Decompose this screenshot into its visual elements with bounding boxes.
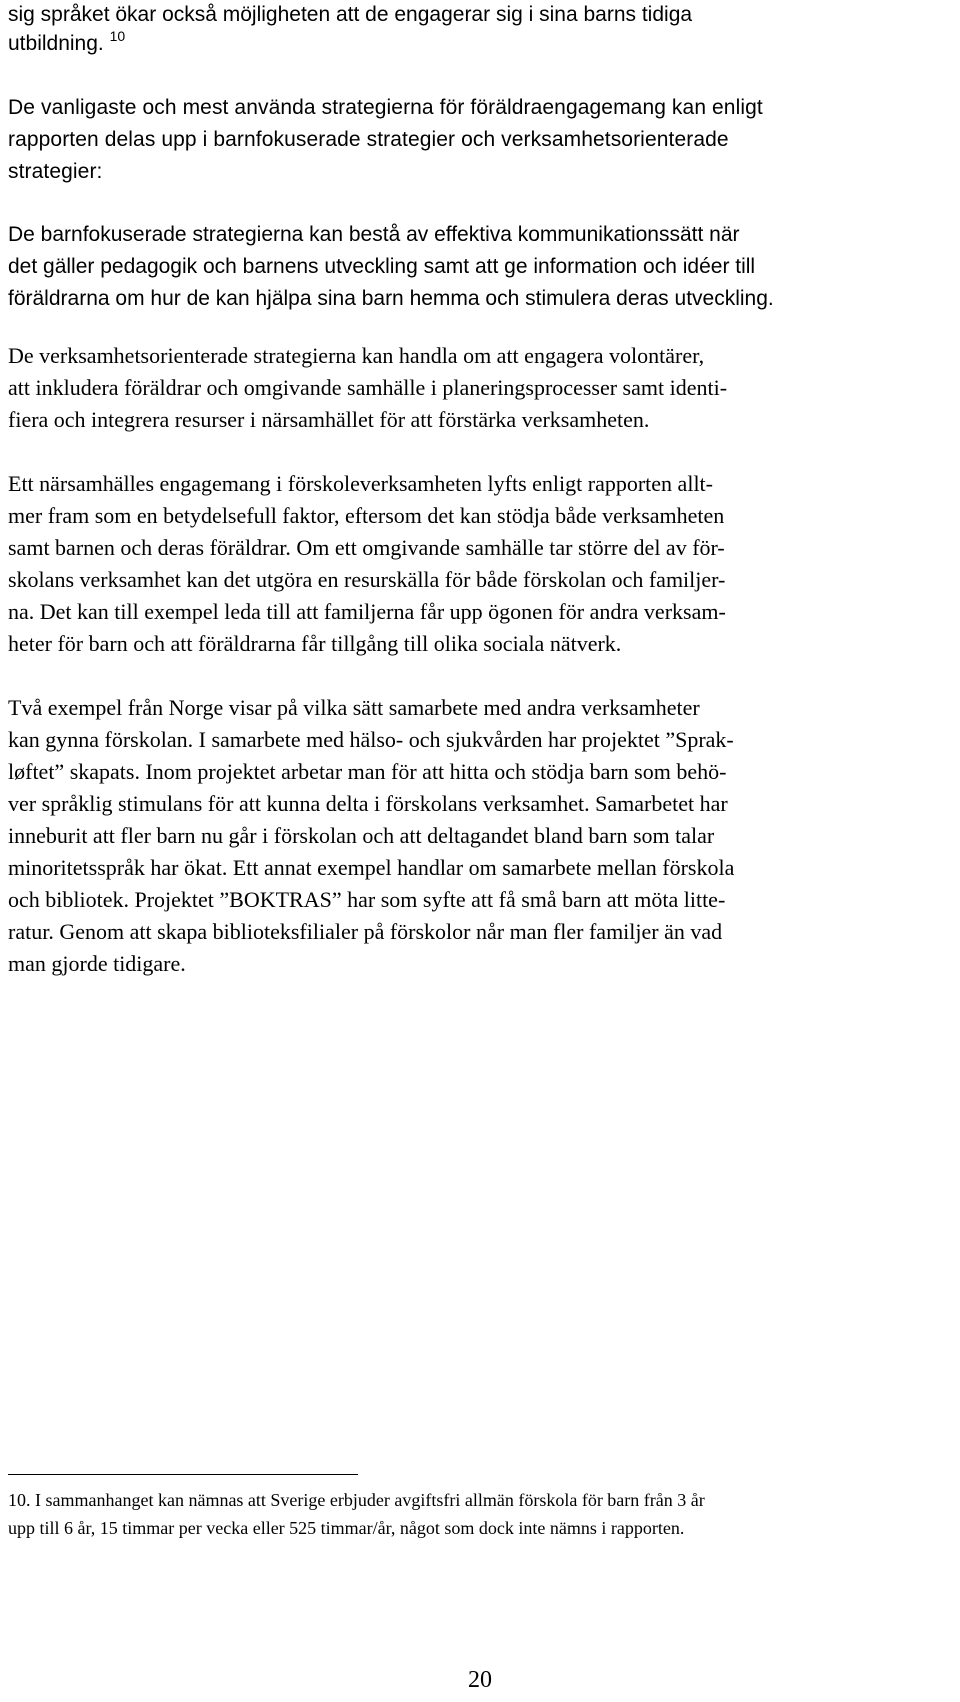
p2-line-3: föräldrarna om hur de kan hjälpa sina barn hemma och stimulera deras utveckling. (8, 287, 774, 310)
intro-line-2 (8, 28, 126, 57)
p4-line-2: mer fram som en betydelsefull faktor, eftersom det kan stödja både verksamheten (8, 503, 725, 528)
p1-line-1: De vanligaste och mest använda strategierna för föräldraengagemang kan enligt (8, 96, 763, 119)
p5-line-8: ratur. Genom att skapa biblioteksfilialer på förskolor når man fler familjer än vad (8, 919, 723, 944)
p3-line-1: De verksamhetsorienterade strategierna kan handla om att engagera volontärer, (8, 343, 705, 368)
p4-line-6: heter för barn och att föräldrarna får tillgång till olika sociala nätverk. (8, 631, 622, 656)
p5-line-4: ver språklig stimulans för att kunna delta i förskolans verksamhet. Samarbetet har (8, 791, 728, 816)
footnote-separator (8, 1474, 358, 1475)
p5-line-7: och bibliotek. Projektet ”BOKTRAS” har som syfte att få små barn att möta litte- (8, 887, 726, 912)
p1-line-3: strategier: (8, 160, 103, 183)
p5-line-1: Två exempel från Norge visar på vilka sätt samarbete med andra verksamheter (8, 695, 700, 720)
p1-line-2: rapporten delas upp i barnfokuserade strategier och verksamhetsorienterade (8, 128, 729, 151)
p2-line-2: det gäller pedagogik och barnens utveckling samt att ge information och idéer till (8, 255, 756, 278)
p4-line-1: Ett närsamhälles engagemang i förskoleverksamheten lyfts enligt rapporten allt- (8, 471, 713, 496)
p4-line-3: samt barnen och deras föräldrar. Om ett omgivande samhälle tar större del av för- (8, 535, 725, 560)
p5-line-3: løftet” skapats. Inom projektet arbetar man för att hitta och stödja barn som behö- (8, 759, 727, 784)
footnote-line-1: 10. I sammanhanget kan nämnas att Sverige erbjuder avgiftsfri allmän förskola för barn från 3 år (8, 1490, 705, 1510)
page-number: 20 (468, 1667, 492, 1693)
p4-line-5: na. Det kan till exempel leda till att familjerna får upp ögonen för andra verksam- (8, 599, 726, 624)
intro-line-2-text: utbildning. (8, 32, 104, 55)
p5-line-5: inneburit att fler barn nu går i förskolan och att deltagandet bland barn som talar (8, 823, 715, 848)
p3-line-2: att inkludera föräldrar och omgivande samhälle i planeringsprocesser samt identi- (8, 375, 728, 400)
p5-line-9: man gjorde tidigare. (8, 951, 186, 976)
intro-line-1: sig språket ökar också möjligheten att de engagerar sig i sina barns tidiga (8, 3, 693, 26)
p2-line-1: De barnfokuserade strategierna kan bestå av effektiva kommunikationssätt när (8, 223, 740, 246)
p4-line-4: skolans verksamhet kan det utgöra en resurskälla för både förskolan och familjer- (8, 567, 726, 592)
p5-line-2: kan gynna förskolan. I samarbete med hälso- och sjukvården har projektet ”Sprak- (8, 727, 734, 752)
footnote-line-2: upp till 6 år, 15 timmar per vecka eller 525 timmar/år, något som dock inte nämns i rapporten. (8, 1518, 685, 1538)
footnote-reference: 10 (109, 28, 126, 44)
p5-line-6: minoritetsspråk har ökat. Ett annat exempel handlar om samarbete mellan förskola (8, 855, 735, 880)
p3-line-3: fiera och integrera resurser i närsamhället för att förstärka verksamheten. (8, 407, 650, 432)
document-page (8, 0, 952, 1702)
